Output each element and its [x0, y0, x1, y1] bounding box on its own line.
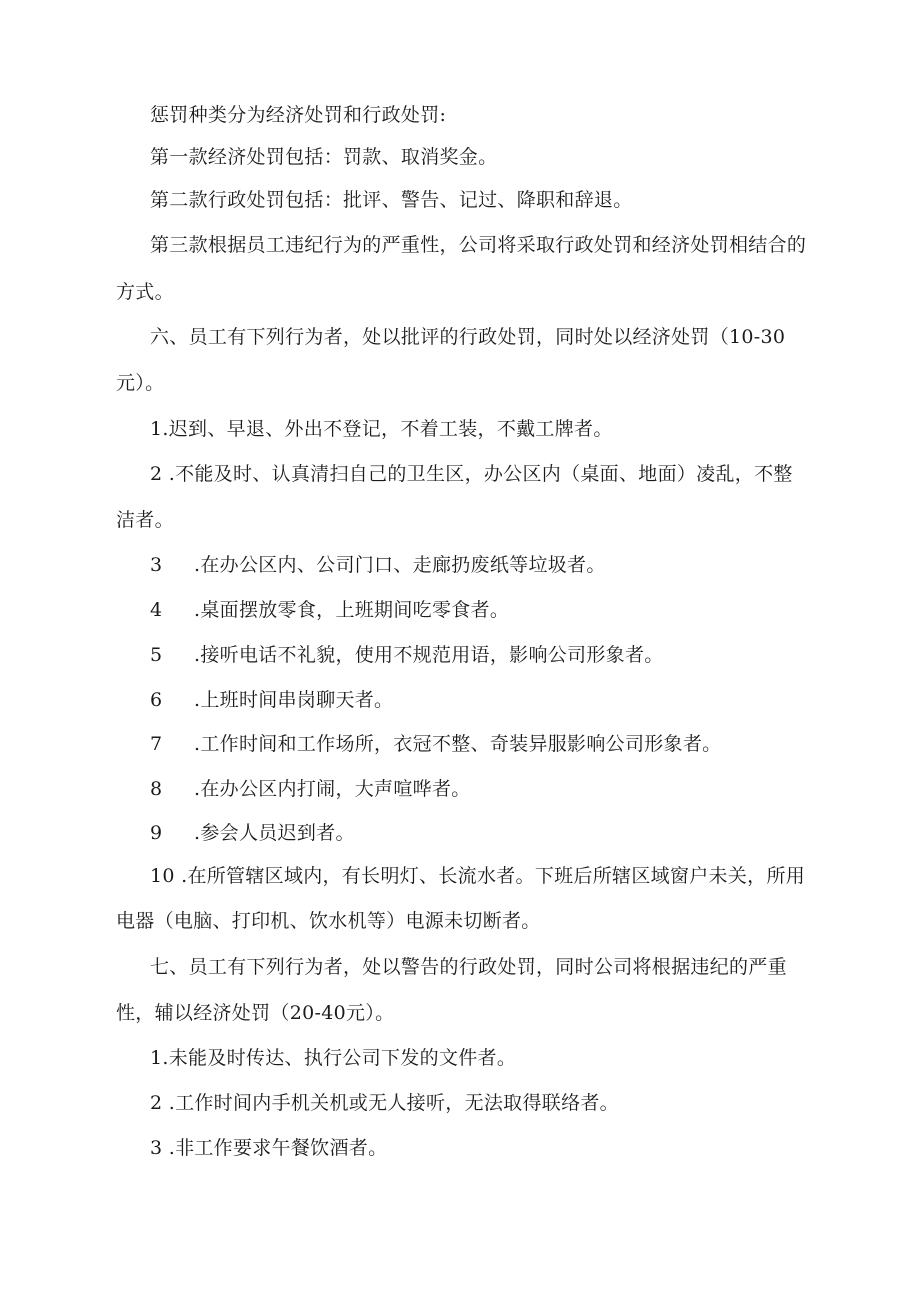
item-dot: .: [194, 554, 201, 576]
item-number: 9: [150, 822, 163, 844]
item-text: 参会人员迟到者。: [200, 822, 355, 844]
section-six-item-2-line2: 洁者。: [116, 509, 174, 531]
section-six-item-5: [150, 643, 664, 667]
section-seven-line2: 性，辅以经济处罚（20-40元）。: [116, 1002, 395, 1024]
clause-one-economic: 第一款经济处罚包括：罚款、取消奖金。: [150, 146, 498, 168]
section-six-item-10-line1: 10 .在所管辖区域内，有长明灯、长流水者。下班后所辖区域窗户未关，所用: [150, 865, 806, 887]
section-six-item-4: [150, 598, 509, 622]
item-number: 7: [150, 733, 163, 755]
section-seven-item-3: 3 .非工作要求午餐饮酒者。: [150, 1137, 388, 1159]
section-seven-line1: 七、员工有下列行为者，处以警告的行政处罚，同时公司将根据违纪的严重: [150, 956, 787, 978]
clause-three-line1: 第三款根据员工违纪行为的严重性，公司将采取行政处罚和经济处罚相结合的: [150, 234, 807, 256]
section-six-item-1: 1.迟到、早退、外出不登记，不着工装，不戴工牌者。: [150, 418, 613, 440]
section-six-item-2-line1: 2 .不能及时、认真清扫自己的卫生区，办公区内（桌面、地面）凌乱，不整: [150, 463, 793, 485]
item-text: 在办公区内、公司门口、走廊扔废纸等垃圾者。: [200, 554, 606, 576]
section-six-item-8: [150, 777, 471, 801]
section-six-item-9: [150, 821, 355, 845]
item-text: 上班时间串岗聊天者。: [200, 689, 394, 711]
section-six-item-7: [150, 732, 721, 756]
penalty-types-intro: 惩罚种类分为经济处罚和行政处罚:: [150, 104, 447, 126]
section-six-item-10-line2: 电器（电脑、打印机、饮水机等）电源未切断者。: [116, 910, 541, 932]
item-text: 桌面摆放零食，上班期间吃零食者。: [200, 599, 510, 621]
clause-two-administrative: 第二款行政处罚包括：批评、警告、记过、降职和辞退。: [150, 189, 633, 211]
section-seven-item-2: 2 .工作时间内手机关机或无人接听，无法取得联络者。: [150, 1092, 619, 1114]
item-text: 在办公区内打闹，大声喧哗者。: [200, 778, 471, 800]
item-text: 接听电话不礼貌，使用不规范用语，影响公司形象者。: [200, 644, 664, 666]
item-dot: .: [194, 733, 201, 755]
clause-three-line2: 方式。: [116, 281, 174, 303]
item-dot: .: [194, 822, 201, 844]
item-dot: .: [194, 689, 201, 711]
item-text: 工作时间和工作场所，衣冠不整、奇装异服影响公司形象者。: [200, 733, 722, 755]
item-number: 5: [150, 644, 163, 666]
section-six-line2: 元）。: [116, 372, 165, 394]
item-number: 4: [150, 599, 163, 621]
section-six-item-6: [150, 688, 393, 712]
item-number: 3: [150, 554, 163, 576]
item-number: 6: [150, 689, 163, 711]
item-number: 8: [150, 778, 163, 800]
section-seven-item-1: 1.未能及时传达、执行公司下发的文件者。: [150, 1047, 517, 1069]
section-six-line1: 六、员工有下列行为者，处以批评的行政处罚，同时处以经济处罚（10-30: [150, 326, 786, 348]
item-dot: .: [194, 778, 201, 800]
item-dot: .: [194, 644, 201, 666]
item-dot: .: [194, 599, 201, 621]
section-six-item-3: [150, 553, 606, 577]
